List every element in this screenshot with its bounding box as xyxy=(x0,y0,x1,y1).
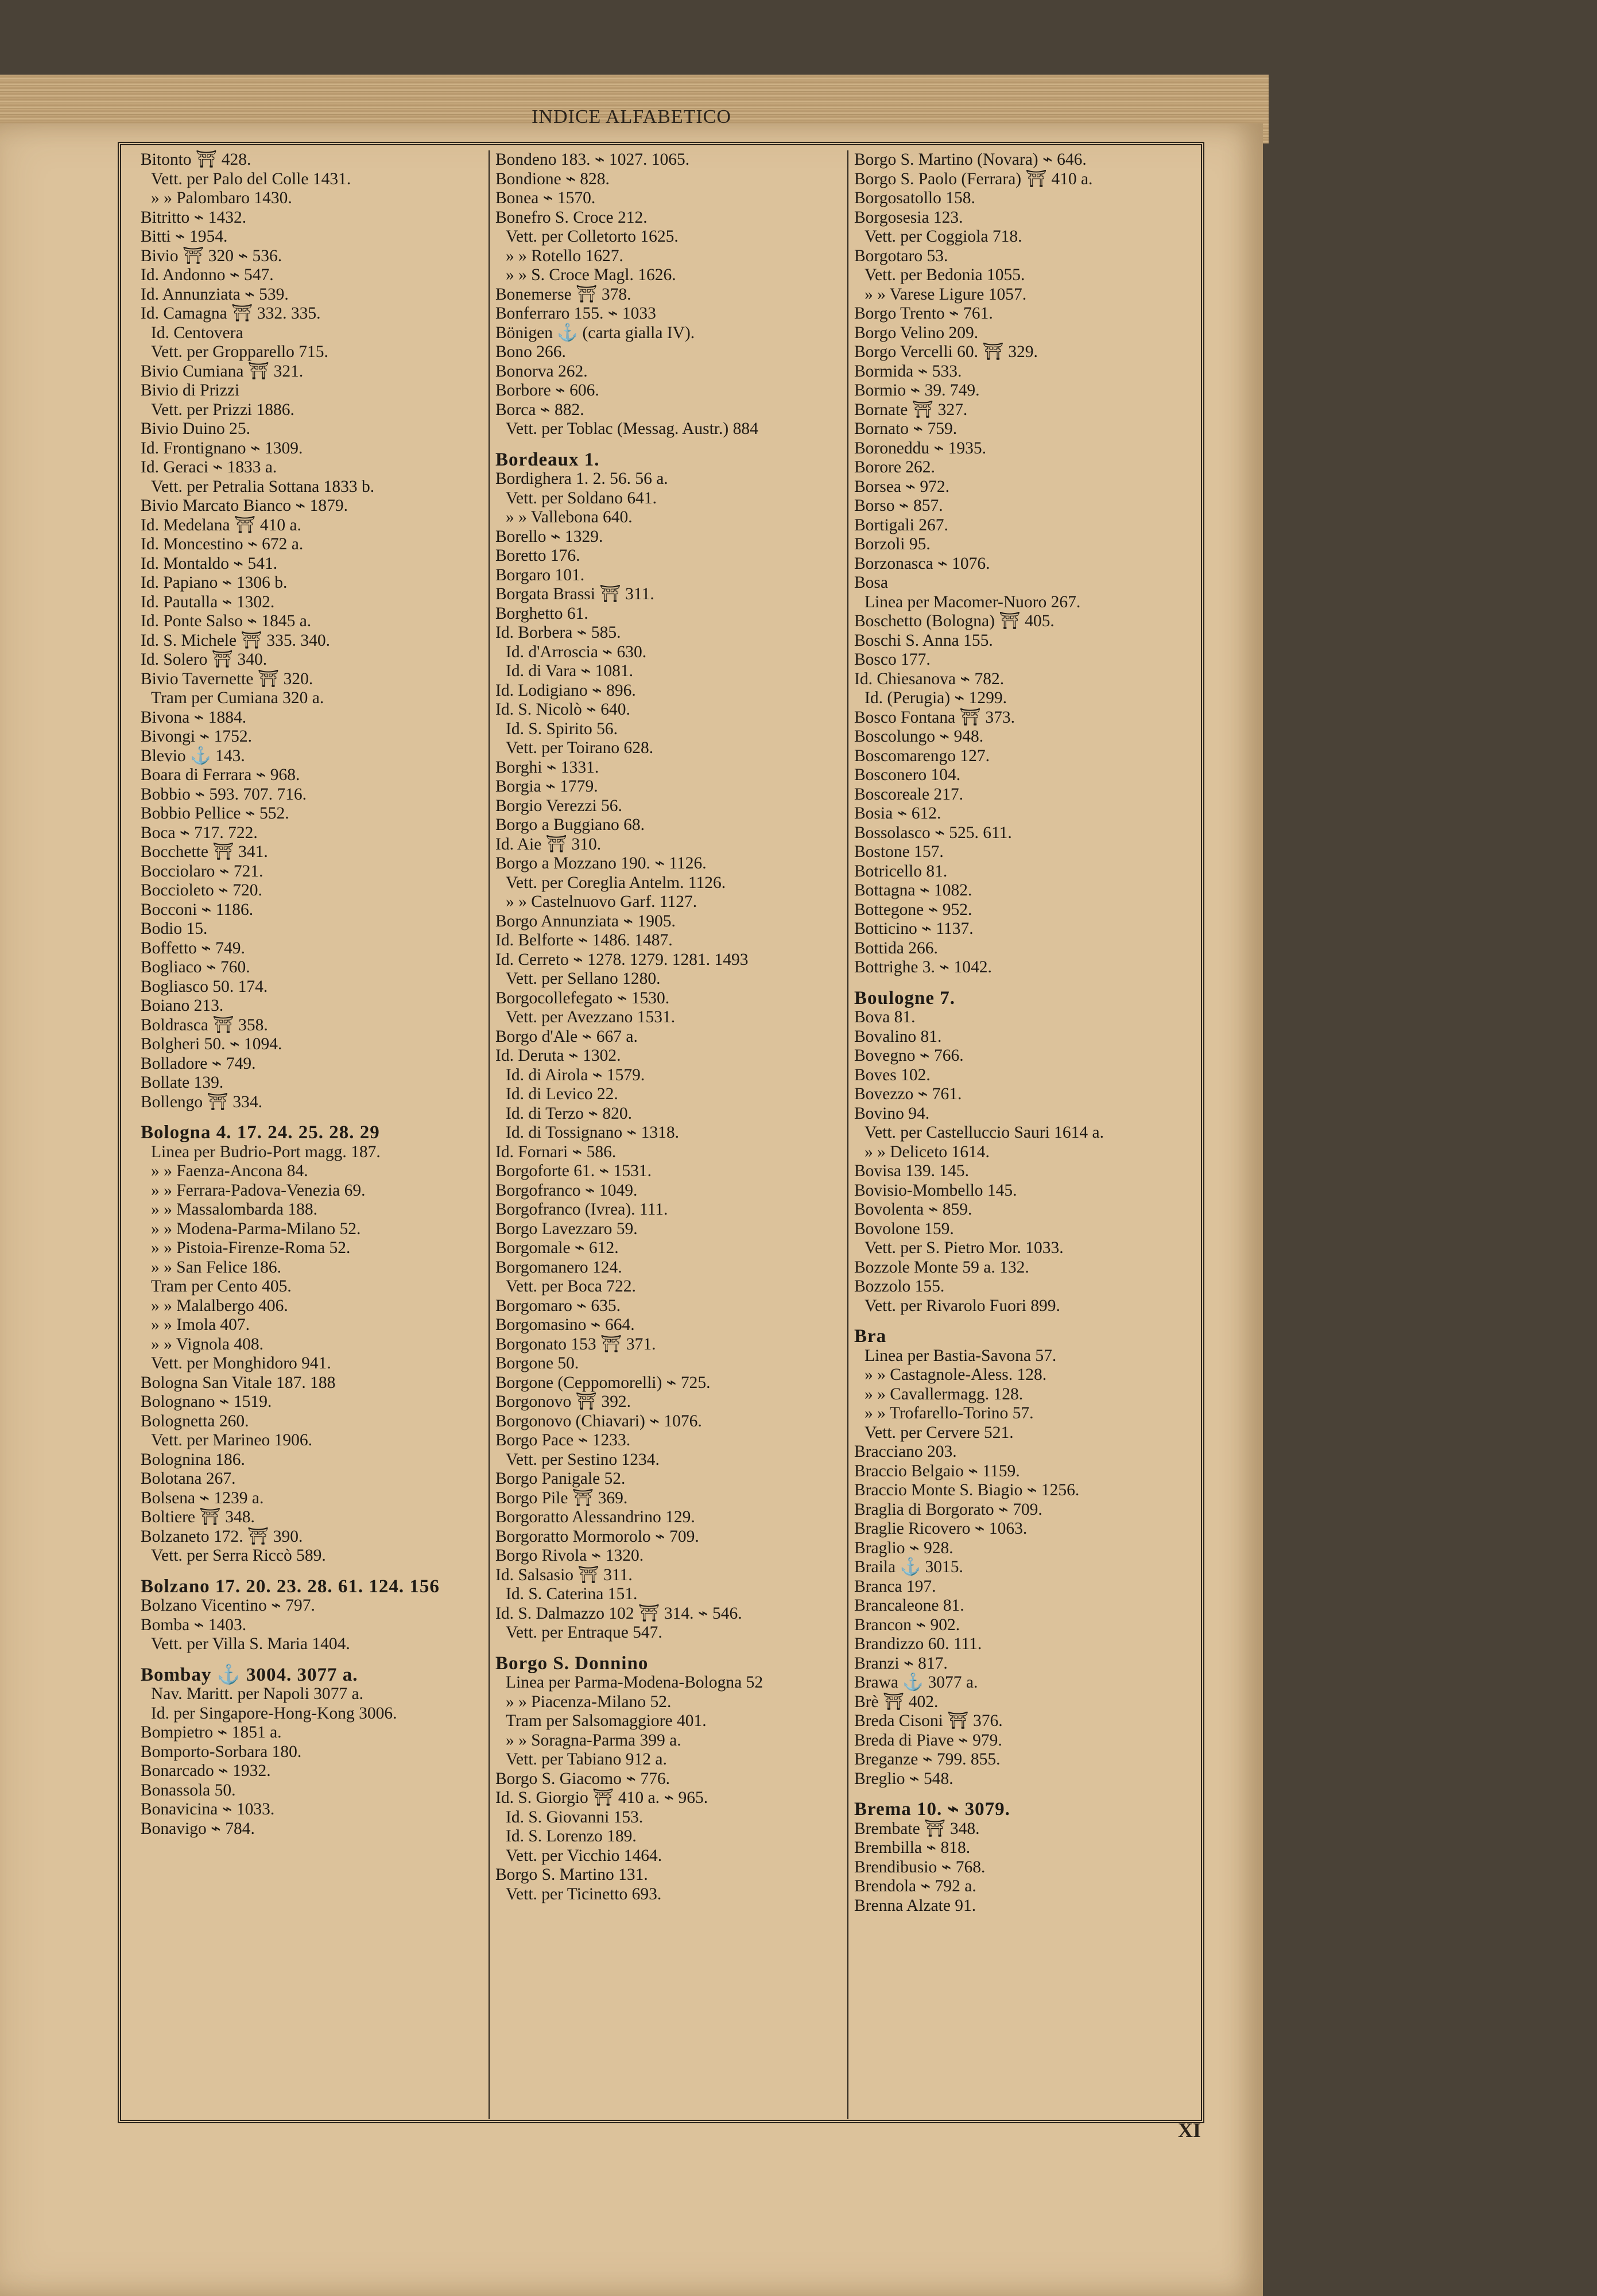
index-entry: Id. S. Nicolò ⌁ 640. xyxy=(495,700,630,719)
index-entry: Vett. per Cervere 521. xyxy=(865,1423,1014,1442)
index-entry: Borzoli 95. xyxy=(854,535,931,553)
index-entry: » » Vignola 408. xyxy=(151,1335,263,1353)
index-entry: Brancaleone 81. xyxy=(854,1596,964,1615)
index-entry: Brandizzo 60. 111. xyxy=(854,1635,982,1653)
index-entry: Boscolungo ⌁ 948. xyxy=(854,727,984,746)
index-entry: Vett. per Palo del Colle 1431. xyxy=(151,169,351,188)
index-entry: Borgo Pace ⌁ 1233. xyxy=(495,1431,631,1449)
index-entry: Id. di Levico 22. xyxy=(506,1085,618,1103)
index-entry: Borgosatollo 158. xyxy=(854,189,975,207)
index-entry: Bivio di Prizzi xyxy=(141,381,240,400)
index-entry: Bivona ⌁ 1884. xyxy=(141,708,247,727)
index-entry: Bova 81. xyxy=(854,1008,916,1026)
index-entry: Bosconero 104. xyxy=(854,766,961,784)
index-entry: Bompietro ⌁ 1851 a. xyxy=(141,1723,282,1742)
index-entry: Vett. per Castelluccio Sauri 1614 a. xyxy=(865,1123,1104,1142)
index-entry: Id. Aie ⛩ 310. xyxy=(495,835,602,854)
index-entry: Bra xyxy=(854,1326,887,1347)
index-entry: Linea per Parma-Modena-Bologna 52 xyxy=(506,1673,763,1692)
index-entry: Vett. per Ticinetto 693. xyxy=(506,1884,662,1903)
index-entry: Vett. per Vicchio 1464. xyxy=(506,1846,662,1865)
index-entry: Id. per Singapore-Hong-Kong 3006. xyxy=(151,1704,397,1723)
index-entry: Bolognetta 260. xyxy=(141,1411,249,1430)
index-entry: Bonavigo ⌁ 784. xyxy=(141,1819,255,1838)
index-entry: Id. Solero ⛩ 340. xyxy=(141,650,268,669)
index-entry: Id. Papiano ⌁ 1306 b. xyxy=(141,573,288,592)
index-entry: Id. S. Caterina 151. xyxy=(506,1585,638,1603)
index-entry: Id. S. Dalmazzo 102 ⛩ 314. ⌁ 546. xyxy=(495,1604,742,1623)
index-entry: » » Castagnole-Aless. 128. xyxy=(865,1366,1047,1384)
index-entry: Borgoratto Mormorolo ⌁ 709. xyxy=(495,1527,699,1546)
index-entry: Borgo Pile ⛩ 369. xyxy=(495,1488,628,1507)
index-entry: Borgo S. Paolo (Ferrara) ⛩ 410 a. xyxy=(854,169,1093,188)
index-entry: Vett. per Coggiola 718. xyxy=(865,227,1022,246)
index-entry: Bonferraro 155. ⌁ 1033 xyxy=(495,304,656,323)
index-entry: Boiano 213. xyxy=(141,996,224,1015)
index-entry: » » Massalombarda 188. xyxy=(151,1200,318,1219)
index-entry: Id. Pautalla ⌁ 1302. xyxy=(141,592,275,611)
index-entry: Bocconi ⌁ 1186. xyxy=(141,900,254,919)
index-entry: Bormida ⌁ 533. xyxy=(854,362,962,381)
index-entry: Bodio 15. xyxy=(141,920,208,938)
index-entry: Bottida 266. xyxy=(854,938,938,957)
index-entry: » » Cavallermagg. 128. xyxy=(865,1384,1024,1403)
index-entry: Bolsena ⌁ 1239 a. xyxy=(141,1488,264,1507)
index-entry: Borgomale ⌁ 612. xyxy=(495,1239,619,1257)
index-entry: » » Palombaro 1430. xyxy=(151,189,292,207)
index-entry: Id. Geraci ⌁ 1833 a. xyxy=(141,458,277,476)
index-entry: Breda Cisoni ⛩ 376. xyxy=(854,1712,1003,1730)
index-entry: Borello ⌁ 1329. xyxy=(495,527,603,546)
index-entry: Nav. Maritt. per Napoli 3077 a. xyxy=(151,1685,364,1703)
index-entry: Borgo Annunziata ⌁ 1905. xyxy=(495,912,676,930)
index-entry: Bovegno ⌁ 766. xyxy=(854,1046,964,1065)
index-entry: Bologna San Vitale 187. 188 xyxy=(141,1373,336,1392)
index-entry: Brema 10. ⌁ 3079. xyxy=(854,1799,1010,1820)
index-entry: Linea per Bastia-Savona 57. xyxy=(865,1346,1057,1365)
index-entry: Breganze ⌁ 799. 855. xyxy=(854,1750,1001,1768)
index-entry: Id. di Airola ⌁ 1579. xyxy=(506,1065,645,1084)
index-entry: Borgosesia 123. xyxy=(854,208,963,227)
index-entry: Bitritto ⌁ 1432. xyxy=(141,208,247,227)
index-entry: Vett. per Bedonia 1055. xyxy=(865,266,1025,284)
index-entry: » » Varese Ligure 1057. xyxy=(865,285,1027,304)
index-entry: Brendibusio ⌁ 768. xyxy=(854,1857,986,1876)
index-entry: Borgone 50. xyxy=(495,1354,579,1372)
index-entry: Bocciolaro ⌁ 721. xyxy=(141,862,263,881)
index-entry: Bovolenta ⌁ 859. xyxy=(854,1200,972,1219)
index-entry: Id. S. Giorgio ⛩ 410 a. ⌁ 965. xyxy=(495,1789,708,1807)
index-entry: Braglio ⌁ 928. xyxy=(854,1538,953,1557)
index-entry: Borghetto 61. xyxy=(495,604,588,623)
index-entry: Id. d'Arroscia ⌁ 630. xyxy=(506,642,647,661)
index-entry: Borgo Trento ⌁ 761. xyxy=(854,304,993,323)
index-entry: Bordighera 1. 2. 56. 56 a. xyxy=(495,470,668,488)
index-entry: Borgoratto Alessandrino 129. xyxy=(495,1508,695,1526)
index-entry: Bombay ⚓ 3004. 3077 a. xyxy=(141,1664,358,1685)
index-entry: Id. di Tossignano ⌁ 1318. xyxy=(506,1123,679,1142)
index-entry: Boroneddu ⌁ 1935. xyxy=(854,439,986,457)
index-entry: Botticino ⌁ 1137. xyxy=(854,920,974,938)
index-entry: Id. Medelana ⛩ 410 a. xyxy=(141,515,301,534)
index-entry: Id. S. Michele ⛩ 335. 340. xyxy=(141,631,330,650)
index-column-1 xyxy=(141,150,479,2119)
index-entry: Boccioleto ⌁ 720. xyxy=(141,881,262,899)
index-entry: Bivio ⛩ 320 ⌁ 536. xyxy=(141,246,282,265)
index-entry: Boscoreale 217. xyxy=(854,785,964,804)
index-entry: Brendola ⌁ 792 a. xyxy=(854,1877,976,1895)
index-entry: Bobbio ⌁ 593. 707. 716. xyxy=(141,785,307,804)
index-entry: Vett. per Serra Riccò 589. xyxy=(151,1546,326,1565)
index-entry: Vett. per Avezzano 1531. xyxy=(506,1008,676,1026)
index-entry: Bolzano 17. 20. 23. 28. 61. 124. 156 xyxy=(141,1576,440,1597)
index-entry: Vett. per Petralia Sottana 1833 b. xyxy=(151,477,375,496)
index-entry: Bogliasco 50. 174. xyxy=(141,977,268,996)
index-entry: Bovolone 159. xyxy=(854,1219,954,1238)
index-entry: » » San Felice 186. xyxy=(151,1258,281,1277)
index-entry: Borgo Lavezzaro 59. xyxy=(495,1219,638,1238)
index-entry: Bostone 157. xyxy=(854,843,944,861)
index-entry: Borore 262. xyxy=(854,458,935,476)
index-entry: » » Imola 407. xyxy=(151,1316,250,1334)
index-entry: Vett. per Sestino 1234. xyxy=(506,1450,660,1469)
index-entry: Bomporto-Sorbara 180. xyxy=(141,1742,302,1761)
index-entry: Bolgheri 50. ⌁ 1094. xyxy=(141,1035,282,1053)
index-entry: Id. Lodigiano ⌁ 896. xyxy=(495,681,636,700)
index-entry: Linea per Macomer-Nuoro 267. xyxy=(865,592,1081,611)
index-entry: Braglia di Borgorato ⌁ 709. xyxy=(854,1500,1042,1519)
index-entry: Bovezzo ⌁ 761. xyxy=(854,1085,962,1103)
index-entry: Id. Cerreto ⌁ 1278. 1279. 1281. 1493 xyxy=(495,950,749,969)
index-entry: Id. Deruta ⌁ 1302. xyxy=(495,1046,621,1065)
index-entry: Bitonto ⛩ 428. xyxy=(141,150,251,169)
index-entry: Bornato ⌁ 759. xyxy=(854,420,958,438)
index-entry: Vett. per Rivarolo Fuori 899. xyxy=(865,1296,1060,1315)
index-entry: Id. Annunziata ⌁ 539. xyxy=(141,285,289,304)
index-entry: Id. S. Spirito 56. xyxy=(506,719,618,738)
index-entry: Boschetto (Bologna) ⛩ 405. xyxy=(854,612,1055,630)
index-entry: Borghi ⌁ 1331. xyxy=(495,758,599,777)
index-entry: Borgo Rivola ⌁ 1320. xyxy=(495,1546,644,1565)
index-entry: Boulogne 7. xyxy=(854,987,956,1009)
index-entry: Blevio ⚓ 143. xyxy=(141,746,245,765)
index-entry: » » Castelnuovo Garf. 1127. xyxy=(506,893,697,911)
index-entry: Brancon ⌁ 902. xyxy=(854,1615,960,1634)
index-entry: Bonavicina ⌁ 1033. xyxy=(141,1800,275,1818)
index-entry: » » Ferrara-Padova-Venezia 69. xyxy=(151,1181,366,1200)
index-entry: Borgocollefegato ⌁ 1530. xyxy=(495,988,670,1007)
index-entry: Vett. per Boca 722. xyxy=(506,1277,636,1296)
index-entry: Bonarcado ⌁ 1932. xyxy=(141,1762,271,1780)
index-entry: Boretto 176. xyxy=(495,546,580,565)
index-entry: Bollengo ⛩ 334. xyxy=(141,1092,262,1111)
index-entry: Vett. per Monghidoro 941. xyxy=(151,1354,331,1372)
index-entry: Bracciano 203. xyxy=(854,1442,957,1461)
index-entry: Vett. per Entraque 547. xyxy=(506,1623,662,1642)
index-entry: Branca 197. xyxy=(854,1577,936,1596)
index-entry: Borgofranco ⌁ 1049. xyxy=(495,1181,638,1200)
index-entry: Borgonato 153 ⛩ 371. xyxy=(495,1335,656,1353)
index-entry: Id. S. Giovanni 153. xyxy=(506,1808,644,1826)
index-entry: Braglie Ricovero ⌁ 1063. xyxy=(854,1519,1028,1538)
index-entry: Bondeno 183. ⌁ 1027. 1065. xyxy=(495,150,690,169)
index-entry: » » S. Croce Magl. 1626. xyxy=(506,266,676,284)
index-entry: Bottagna ⌁ 1082. xyxy=(854,881,972,899)
index-entry: Boscomarengo 127. xyxy=(854,746,990,765)
index-entry: Botricello 81. xyxy=(854,862,948,881)
index-entry: Id. Fornari ⌁ 586. xyxy=(495,1142,617,1161)
index-entry: Brenna Alzate 91. xyxy=(854,1896,976,1915)
index-entry: Borca ⌁ 882. xyxy=(495,400,584,419)
index-entry: Bovisa 139. 145. xyxy=(854,1162,969,1180)
index-column-2 xyxy=(489,150,834,2119)
index-entry: Id. Montaldo ⌁ 541. xyxy=(141,554,278,573)
index-entry: Vett. per S. Pietro Mor. 1033. xyxy=(865,1239,1064,1257)
index-entry: Braila ⚓ 3015. xyxy=(854,1558,963,1576)
index-entry: » » Pistoia-Firenze-Roma 52. xyxy=(151,1239,351,1257)
index-entry: » » Rotello 1627. xyxy=(506,246,623,265)
index-entry: Borso ⌁ 857. xyxy=(854,497,943,515)
index-entry: Vett. per Toirano 628. xyxy=(506,739,654,757)
index-entry: Id. Andonno ⌁ 547. xyxy=(141,266,274,284)
index-entry: Id. Belforte ⌁ 1486. 1487. xyxy=(495,931,673,949)
index-entry: Branzi ⌁ 817. xyxy=(854,1654,948,1673)
index-entry: Vett. per Colletorto 1625. xyxy=(506,227,679,246)
index-entry: Bogliaco ⌁ 760. xyxy=(141,958,250,976)
index-entry: Bivongi ⌁ 1752. xyxy=(141,727,252,746)
index-entry: Id. S. Lorenzo 189. xyxy=(506,1827,637,1845)
index-entry: Brawa ⚓ 3077 a. xyxy=(854,1673,978,1692)
index-entry: Vett. per Marineo 1906. xyxy=(151,1431,312,1449)
index-entry: » » Trofarello-Torino 57. xyxy=(865,1404,1034,1422)
index-entry: Boves 102. xyxy=(854,1065,931,1084)
index-entry: Id. Camagna ⛩ 332. 335. xyxy=(141,304,321,323)
index-entry: Bolognina 186. xyxy=(141,1450,245,1469)
index-entry: Id. Salsasio ⛩ 311. xyxy=(495,1565,633,1584)
index-entry: Bomba ⌁ 1403. xyxy=(141,1615,247,1634)
index-entry: » » Soragna-Parma 399 a. xyxy=(506,1731,681,1750)
index-entry: » » Modena-Parma-Milano 52. xyxy=(151,1219,361,1238)
index-entry: Vett. per Prizzi 1886. xyxy=(151,400,294,419)
index-entry: Vett. per Villa S. Maria 1404. xyxy=(151,1635,350,1653)
index-entry: Borgio Verezzi 56. xyxy=(495,796,622,815)
index-entry: Bivio Tavernette ⛩ 320. xyxy=(141,669,313,688)
index-entry: Boca ⌁ 717. 722. xyxy=(141,823,258,842)
index-entry: Bobbio Pellice ⌁ 552. xyxy=(141,804,289,823)
index-entry: Bottrighe 3. ⌁ 1042. xyxy=(854,958,992,976)
index-entry: Bovisio-Mombello 145. xyxy=(854,1181,1017,1200)
index-entry: Bivio Duino 25. xyxy=(141,420,250,438)
index-entry: Borgone (Ceppomorelli) ⌁ 725. xyxy=(495,1373,711,1392)
index-entry: Bozzolo 155. xyxy=(854,1277,945,1296)
index-entry: Borgomanero 124. xyxy=(495,1258,622,1277)
index-entry: Bosco 177. xyxy=(854,650,931,669)
index-entry: Borgomasino ⌁ 664. xyxy=(495,1316,635,1334)
index-entry: Borgoforte 61. ⌁ 1531. xyxy=(495,1162,652,1180)
index-entry: Bonemerse ⛩ 378. xyxy=(495,285,631,304)
index-entry: Borgomaro ⌁ 635. xyxy=(495,1296,621,1315)
index-entry: Bonassola 50. xyxy=(141,1781,236,1799)
index-entry: Braccio Monte S. Biagio ⌁ 1256. xyxy=(854,1481,1080,1499)
index-entry: Borgofranco (Ivrea). 111. xyxy=(495,1200,668,1219)
index-entry: Bönigen ⚓ (carta gialla IV). xyxy=(495,323,695,342)
index-entry: Borgo Vercelli 60. ⛩ 329. xyxy=(854,343,1038,361)
index-entry: Bolzaneto 172. ⛩ 390. xyxy=(141,1527,303,1546)
index-entry: Borgonovo ⛩ 392. xyxy=(495,1393,631,1411)
index-entry: Tram per Salsomaggiore 401. xyxy=(506,1712,707,1730)
index-entry: Brembate ⛩ 348. xyxy=(854,1819,980,1838)
index-entry: » » Faenza-Ancona 84. xyxy=(151,1162,308,1180)
index-entry: Id. Moncestino ⌁ 672 a. xyxy=(141,535,304,553)
page-header: INDICE ALFABETICO xyxy=(532,106,731,127)
index-entry: Bitti ⌁ 1954. xyxy=(141,227,228,246)
index-entry: Bonea ⌁ 1570. xyxy=(495,189,596,207)
index-entry: Boffetto ⌁ 749. xyxy=(141,938,245,957)
index-entry: Bondione ⌁ 828. xyxy=(495,169,610,188)
index-entry: Vett. per Gropparello 715. xyxy=(151,343,328,361)
index-entry: Id. Centovera xyxy=(151,323,243,342)
index-entry: Bozzole Monte 59 a. 132. xyxy=(854,1258,1029,1277)
index-entry: Boldrasca ⛩ 358. xyxy=(141,1015,268,1034)
index-entry: Bosa xyxy=(854,573,888,592)
index-entry: Bottegone ⌁ 952. xyxy=(854,900,972,919)
index-entry: Id. di Vara ⌁ 1081. xyxy=(506,662,634,680)
index-entry: Bonefro S. Croce 212. xyxy=(495,208,648,227)
index-entry: Boltiere ⛩ 348. xyxy=(141,1508,255,1526)
index-entry: Breglio ⌁ 548. xyxy=(854,1769,953,1788)
index-entry: Borgo Velino 209. xyxy=(854,323,979,342)
index-entry: Linea per Budrio-Port magg. 187. xyxy=(151,1142,381,1161)
index-entry: » » Piacenza-Milano 52. xyxy=(506,1692,672,1711)
index-entry: Vett. per Toblac (Messag. Austr.) 884 xyxy=(506,420,758,438)
index-column-3 xyxy=(847,150,1193,2119)
index-entry: Bolognano ⌁ 1519. xyxy=(141,1393,272,1411)
index-entry: Bolzano Vicentino ⌁ 797. xyxy=(141,1596,315,1615)
index-entry: Borgo Panigale 52. xyxy=(495,1469,626,1488)
index-entry: Borbore ⌁ 606. xyxy=(495,381,599,400)
index-entry: Bocchette ⛩ 341. xyxy=(141,843,268,861)
index-entry: Borgonovo (Chiavari) ⌁ 1076. xyxy=(495,1411,702,1430)
index-entry: Brè ⛩ 402. xyxy=(854,1692,939,1711)
index-entry: Bordeaux 1. xyxy=(495,449,600,470)
index-entry: Borzonasca ⌁ 1076. xyxy=(854,554,990,573)
index-entry: Borgo a Mozzano 190. ⌁ 1126. xyxy=(495,854,707,872)
index-entry: Borgo S. Martino (Novara) ⌁ 646. xyxy=(854,150,1087,169)
index-entry: Boschi S. Anna 155. xyxy=(854,631,993,650)
index-entry: Breda di Piave ⌁ 979. xyxy=(854,1731,1002,1750)
index-entry: Bivio Cumiana ⛩ 321. xyxy=(141,362,304,381)
index-entry: Tram per Cento 405. xyxy=(151,1277,292,1296)
index-entry: » » Malalbergo 406. xyxy=(151,1296,288,1315)
index-entry: Borgo S. Giacomo ⌁ 776. xyxy=(495,1769,670,1788)
index-entry: Bonorva 262. xyxy=(495,362,588,381)
index-entry: Borgia ⌁ 1779. xyxy=(495,777,598,796)
index-entry: Borsea ⌁ 972. xyxy=(854,477,950,496)
index-entry: » » Deliceto 1614. xyxy=(865,1142,990,1161)
index-entry: Bosia ⌁ 612. xyxy=(854,804,941,823)
index-entry: Bovalino 81. xyxy=(854,1027,942,1046)
index-entry: Borgo S. Martino 131. xyxy=(495,1865,648,1884)
index-entry: Borgo d'Ale ⌁ 667 a. xyxy=(495,1027,638,1046)
index-entry: Id. Frontignano ⌁ 1309. xyxy=(141,439,303,457)
index-entry: Vett. per Sellano 1280. xyxy=(506,969,661,988)
index-entry: Bosco Fontana ⛩ 373. xyxy=(854,708,1015,727)
index-entry: Vett. per Coreglia Antelm. 1126. xyxy=(506,873,726,892)
index-entry: Bollate 139. xyxy=(141,1073,224,1092)
index-entry: Id. (Perugia) ⌁ 1299. xyxy=(865,689,1007,707)
index-entry: Bolotana 267. xyxy=(141,1469,236,1488)
index-entry: Borgotaro 53. xyxy=(854,246,948,265)
index-entry: Bossolasco ⌁ 525. 611. xyxy=(854,823,1012,842)
index-entry: Id. Ponte Salso ⌁ 1845 a. xyxy=(141,612,312,630)
index-entry: Bovino 94. xyxy=(854,1104,930,1123)
index-entry: Braccio Belgaio ⌁ 1159. xyxy=(854,1461,1020,1480)
index-entry: Borgo a Buggiano 68. xyxy=(495,816,645,834)
index-entry: Id. Borbera ⌁ 585. xyxy=(495,623,621,642)
index-entry: Bono 266. xyxy=(495,343,566,361)
index-entry: » » Vallebona 640. xyxy=(506,508,633,526)
index-entry: Id. di Terzo ⌁ 820. xyxy=(506,1104,632,1123)
index-entry: Bormio ⌁ 39. 749. xyxy=(854,381,980,400)
index-entry: Borgata Brassi ⛩ 311. xyxy=(495,585,654,603)
index-entry: Tram per Cumiana 320 a. xyxy=(151,689,324,707)
index-entry: Bivio Marcato Bianco ⌁ 1879. xyxy=(141,497,348,515)
index-entry: Bornate ⛩ 327. xyxy=(854,400,968,419)
index-entry: Bolladore ⌁ 749. xyxy=(141,1054,256,1073)
index-entry: Bologna 4. 17. 24. 25. 28. 29 xyxy=(141,1122,380,1143)
index-entry: Vett. per Tabiano 912 a. xyxy=(506,1750,667,1768)
index-entry: Bortigali 267. xyxy=(854,515,948,534)
index-entry: Borgaro 101. xyxy=(495,565,585,584)
index-entry: Boara di Ferrara ⌁ 968. xyxy=(141,766,300,784)
index-entry: Vett. per Soldano 641. xyxy=(506,488,657,507)
index-entry: Id. Chiesanova ⌁ 782. xyxy=(854,669,1005,688)
page-number: XI xyxy=(1178,2119,1201,2142)
index-entry: Brembilla ⌁ 818. xyxy=(854,1839,971,1857)
index-entry: Borgo S. Donnino xyxy=(495,1653,649,1674)
